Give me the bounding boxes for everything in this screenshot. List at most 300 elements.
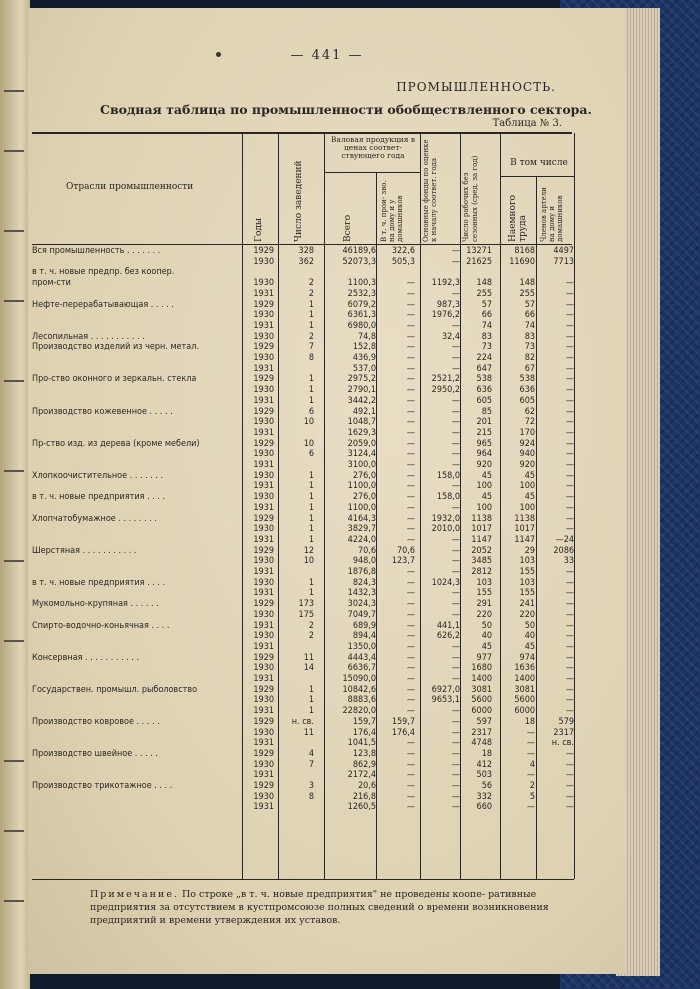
row-home-output: — xyxy=(406,288,415,299)
row-label: Производство трикотажное . . . . xyxy=(32,781,173,791)
row-fixed-funds: — xyxy=(451,748,460,759)
book-page xyxy=(28,8,626,974)
row-workers: 13271 xyxy=(466,246,492,256)
row-workers: 83 xyxy=(481,331,492,342)
row-label: Хлопчатобумажное . . . . . . . . xyxy=(32,513,157,524)
table-row xyxy=(28,770,626,781)
row-home-output: — xyxy=(406,652,415,663)
row-total-output: 4164,3 xyxy=(347,513,376,524)
row-workers: 332 xyxy=(476,791,492,802)
row-label: Консервная . . . . . . . . . . . xyxy=(32,652,140,663)
row-hired: 924 xyxy=(519,438,535,449)
row-workers: 291 xyxy=(476,599,492,610)
row-total-output: 2975,2 xyxy=(347,374,376,385)
row-home-output: — xyxy=(406,481,415,492)
header-fixed-funds: Основные фонды по оценке к началу соответ. года xyxy=(422,139,438,242)
row-fixed-funds: — xyxy=(451,770,460,781)
row-label: Нефте-перерабатывающая . . . . . xyxy=(32,299,174,310)
row-hired: 29 xyxy=(524,545,535,556)
row-members: — xyxy=(565,299,574,310)
row-year: 1930 xyxy=(253,727,274,738)
row-workers: 148 xyxy=(476,278,492,289)
row-total-output: 1629,3 xyxy=(347,427,376,438)
row-hired: 940 xyxy=(519,449,535,460)
row-hired: 6000 xyxy=(514,706,535,717)
row-establishments: 173 xyxy=(298,599,314,610)
row-fixed-funds: — xyxy=(451,406,460,417)
row-total-output: 70,6 xyxy=(357,545,376,556)
row-members: — xyxy=(565,460,574,470)
row-fixed-funds: — xyxy=(451,460,460,470)
row-hired: 1147 xyxy=(514,534,535,545)
row-fixed-funds: — xyxy=(451,674,460,684)
row-year: 1931 xyxy=(253,320,274,331)
row-workers: 1147 xyxy=(471,534,492,545)
row-members: — xyxy=(565,417,574,428)
table-row xyxy=(28,642,626,653)
row-year: 1931 xyxy=(253,427,274,438)
table-row xyxy=(28,460,626,471)
row-home-output: — xyxy=(406,791,415,802)
row-establishments: 1 xyxy=(308,395,314,406)
table-row xyxy=(28,685,626,696)
table-row xyxy=(28,717,626,728)
row-workers: 224 xyxy=(476,353,492,363)
row-total-output: 10842,6 xyxy=(342,684,376,695)
row-total-output: 22820,0 xyxy=(342,706,376,717)
row-home-output: — xyxy=(406,759,415,770)
table-title: Сводная таблица по промышленности обобществленного сектора. xyxy=(100,102,592,117)
row-year: 1929 xyxy=(253,374,274,385)
row-year: 1930 xyxy=(253,556,274,567)
table-row xyxy=(28,653,626,664)
table-row xyxy=(28,621,626,632)
row-workers: 2812 xyxy=(471,567,492,577)
row-fixed-funds: — xyxy=(451,320,460,331)
row-year: 1929 xyxy=(253,299,274,310)
row-establishments: 1 xyxy=(308,513,314,524)
row-members: — xyxy=(565,363,574,374)
row-establishments: 2 xyxy=(308,278,314,289)
row-fixed-funds: 1976,2 xyxy=(431,310,460,321)
row-hired: 920 xyxy=(519,460,535,470)
row-fixed-funds: — xyxy=(451,502,460,513)
row-fixed-funds: 9653,1 xyxy=(431,695,460,706)
row-fixed-funds: — xyxy=(451,395,460,406)
footnote-keyword: Примечание. xyxy=(90,889,179,900)
section-title: ПРОМЫШЛЕННОСТЬ. xyxy=(396,80,556,94)
row-label: Вся промышленность . . . . . . . xyxy=(32,246,161,256)
row-establishments: 2 xyxy=(308,631,314,642)
table-row xyxy=(28,417,626,428)
row-hired: 72 xyxy=(524,417,535,428)
row-fixed-funds: — xyxy=(451,246,460,256)
table-row xyxy=(28,610,626,621)
row-year: 1930 xyxy=(253,256,274,267)
row-home-output: 322,6 xyxy=(391,246,415,256)
row-home-output: — xyxy=(406,278,415,289)
row-total-output: 3124,4 xyxy=(347,449,376,460)
table-row xyxy=(28,428,626,439)
row-members: — xyxy=(565,395,574,406)
row-hired: — xyxy=(526,738,535,749)
row-workers: 4748 xyxy=(471,738,492,749)
row-workers: 85 xyxy=(481,406,492,417)
row-hired: 103 xyxy=(519,556,535,567)
row-hired: 62 xyxy=(524,406,535,417)
header-rule xyxy=(32,244,572,245)
row-year: 1930 xyxy=(253,331,274,342)
row-members: 2317 xyxy=(553,727,574,738)
row-members: — xyxy=(565,599,574,610)
output-group-rule xyxy=(324,172,420,173)
row-home-output: — xyxy=(406,406,415,417)
row-workers: 201 xyxy=(476,417,492,428)
row-fixed-funds: — xyxy=(451,781,460,791)
row-fixed-funds: 158,0 xyxy=(436,492,460,503)
row-year: 1929 xyxy=(253,748,274,759)
row-home-output: — xyxy=(406,299,415,310)
row-establishments: 1 xyxy=(308,524,314,535)
row-workers: 21625 xyxy=(466,256,492,267)
row-year: 1930 xyxy=(253,663,274,674)
row-total-output: 1876,8 xyxy=(347,567,376,577)
row-hired: 57 xyxy=(524,299,535,310)
row-year: 1930 xyxy=(253,577,274,588)
row-members: — xyxy=(565,588,574,599)
row-members: —24 xyxy=(555,534,574,545)
row-hired: 100 xyxy=(519,481,535,492)
row-workers: 3081 xyxy=(471,684,492,695)
row-workers: 50 xyxy=(481,620,492,631)
row-hired: 2 xyxy=(529,781,535,791)
row-workers: 74 xyxy=(481,320,492,331)
row-members: — xyxy=(565,748,574,759)
row-hired: 1636 xyxy=(514,663,535,674)
table-row xyxy=(28,567,626,578)
row-hired: 538 xyxy=(519,374,535,385)
row-label: в т. ч. новые предпр. без коопер. xyxy=(32,267,175,278)
table-row xyxy=(28,300,626,311)
row-total-output: 6079,2 xyxy=(347,299,376,310)
row-year: 1931 xyxy=(253,674,274,684)
row-workers: 155 xyxy=(476,588,492,599)
row-year: 1931 xyxy=(253,502,274,513)
row-members: — xyxy=(565,513,574,524)
row-hired: 220 xyxy=(519,609,535,620)
row-year: 1930 xyxy=(253,492,274,503)
row-label: Производство швейное . . . . . xyxy=(32,748,158,759)
row-total-output: 20,6 xyxy=(357,781,376,791)
row-members: — xyxy=(565,770,574,781)
row-workers: 965 xyxy=(476,438,492,449)
row-members: — xyxy=(565,449,574,460)
row-members: — xyxy=(565,620,574,631)
row-label: Лесопильная . . . . . . . . . . . xyxy=(32,331,145,342)
row-workers: 73 xyxy=(481,342,492,353)
row-establishments: 7 xyxy=(308,342,314,353)
row-workers: 1400 xyxy=(471,674,492,684)
row-establishments: 8 xyxy=(308,353,314,363)
row-establishments: 10 xyxy=(303,438,314,449)
row-hired: 50 xyxy=(524,620,535,631)
row-members: — xyxy=(565,502,574,513)
table-row xyxy=(28,760,626,771)
row-workers: 45 xyxy=(481,641,492,652)
table-row xyxy=(28,332,626,343)
row-year: 1930 xyxy=(253,310,274,321)
row-fixed-funds: — xyxy=(451,438,460,449)
row-total-output: 824,3 xyxy=(352,577,376,588)
row-home-output: — xyxy=(406,674,415,684)
table-row xyxy=(28,396,626,407)
row-establishments: 4 xyxy=(308,748,314,759)
row-members: — xyxy=(565,674,574,684)
row-total-output: 1432,3 xyxy=(347,588,376,599)
row-home-output: — xyxy=(406,492,415,503)
header-per-worker: В т. ч. прои- зво. на дому и у домашников xyxy=(380,180,404,242)
row-establishments: 11 xyxy=(303,727,314,738)
row-establishments: 1 xyxy=(308,695,314,706)
row-total-output: 537,0 xyxy=(352,363,376,374)
row-workers: 45 xyxy=(481,470,492,481)
row-year: 1930 xyxy=(253,631,274,642)
row-home-output: 159,7 xyxy=(391,716,415,727)
row-home-output: 70,6 xyxy=(396,545,415,556)
row-members: — xyxy=(565,288,574,299)
row-workers: 6000 xyxy=(471,706,492,717)
row-fixed-funds: 626,2 xyxy=(436,631,460,642)
row-members: — xyxy=(565,802,574,813)
row-year: 1930 xyxy=(253,609,274,620)
row-fixed-funds: — xyxy=(451,427,460,438)
row-home-output: — xyxy=(406,695,415,706)
row-members: — xyxy=(565,278,574,289)
table-row xyxy=(28,310,626,321)
row-fixed-funds: 1932,0 xyxy=(431,513,460,524)
row-workers: 412 xyxy=(476,759,492,770)
row-fixed-funds: 2010,0 xyxy=(431,524,460,535)
row-workers: 977 xyxy=(476,652,492,663)
row-total-output: 2172,4 xyxy=(347,770,376,781)
row-hired: 241 xyxy=(519,599,535,610)
row-year: 1930 xyxy=(253,695,274,706)
row-year: 1929 xyxy=(253,781,274,791)
row-fixed-funds: — xyxy=(451,791,460,802)
row-workers: 66 xyxy=(481,310,492,321)
row-hired: 605 xyxy=(519,395,535,406)
row-workers: 597 xyxy=(476,716,492,727)
table-row xyxy=(28,289,626,300)
row-total-output: 4443,4 xyxy=(347,652,376,663)
row-workers: 40 xyxy=(481,631,492,642)
table-row xyxy=(28,781,626,792)
row-hired: 73 xyxy=(524,342,535,353)
row-home-output: — xyxy=(406,449,415,460)
row-total-output: 2532,3 xyxy=(347,288,376,299)
row-total-output: 6361,3 xyxy=(347,310,376,321)
row-establishments: 10 xyxy=(303,417,314,428)
table-row xyxy=(28,706,626,717)
table-row xyxy=(28,407,626,418)
row-workers: 100 xyxy=(476,502,492,513)
row-home-output: — xyxy=(406,385,415,396)
row-workers: 255 xyxy=(476,288,492,299)
row-hired: 4 xyxy=(529,759,535,770)
table-row xyxy=(28,481,626,492)
page-number: — 441 — xyxy=(290,48,364,63)
row-total-output: 52073,3 xyxy=(342,256,376,267)
row-total-output: 6980,0 xyxy=(347,320,376,331)
row-establishments: 14 xyxy=(303,663,314,674)
row-workers: 2052 xyxy=(471,545,492,556)
table-row xyxy=(28,802,626,813)
row-fixed-funds: — xyxy=(451,256,460,267)
row-establishments: 1 xyxy=(308,310,314,321)
row-members: — xyxy=(565,759,574,770)
row-establishments: 1 xyxy=(308,470,314,481)
row-label: Мукомольно-крупяная . . . . . . xyxy=(32,599,159,610)
row-fixed-funds: — xyxy=(451,449,460,460)
row-home-output: — xyxy=(406,706,415,717)
row-establishments: 1 xyxy=(308,577,314,588)
row-workers: 57 xyxy=(481,299,492,310)
row-hired: 45 xyxy=(524,641,535,652)
row-workers: 1017 xyxy=(471,524,492,535)
row-hired: 1138 xyxy=(514,513,535,524)
table-row xyxy=(28,374,626,385)
row-fixed-funds: — xyxy=(451,588,460,599)
row-members: — xyxy=(565,577,574,588)
row-establishments: 1 xyxy=(308,502,314,513)
bottom-rule xyxy=(32,879,574,880)
row-year: 1929 xyxy=(253,406,274,417)
row-total-output: 1100,0 xyxy=(347,481,376,492)
row-fixed-funds: 987,3 xyxy=(436,299,460,310)
row-total-output: 2790,1 xyxy=(347,385,376,396)
row-members: — xyxy=(565,663,574,674)
row-home-output: — xyxy=(406,748,415,759)
incl-group-rule xyxy=(500,176,574,177)
row-members: — xyxy=(565,652,574,663)
row-fixed-funds: 441,1 xyxy=(436,620,460,631)
row-establishments: 1 xyxy=(308,299,314,310)
row-year: 1931 xyxy=(253,620,274,631)
row-fixed-funds: — xyxy=(451,417,460,428)
row-workers: 636 xyxy=(476,385,492,396)
row-home-output: 123,7 xyxy=(391,556,415,567)
table-row xyxy=(28,364,626,375)
row-establishments: 2 xyxy=(308,288,314,299)
row-home-output: — xyxy=(406,374,415,385)
row-workers: 56 xyxy=(481,781,492,791)
row-label: пром-сти xyxy=(32,278,71,289)
row-hired: — xyxy=(526,770,535,781)
row-hired: 45 xyxy=(524,492,535,503)
row-home-output: — xyxy=(406,577,415,588)
row-fixed-funds: — xyxy=(451,288,460,299)
row-home-output: — xyxy=(406,395,415,406)
row-home-output: — xyxy=(406,417,415,428)
row-year: 1930 xyxy=(253,524,274,535)
row-home-output: — xyxy=(406,534,415,545)
row-total-output: 1260,5 xyxy=(347,802,376,813)
row-establishments: 7 xyxy=(308,759,314,770)
row-total-output: 492,1 xyxy=(352,406,376,417)
table-row xyxy=(28,556,626,567)
table-row xyxy=(28,535,626,546)
top-rule xyxy=(32,132,572,134)
table-row xyxy=(28,695,626,706)
row-home-output: — xyxy=(406,802,415,813)
row-label: в т. ч. новые предприятия . . . . xyxy=(32,492,166,503)
table-row xyxy=(28,674,626,685)
left-page-edge xyxy=(0,0,30,989)
row-total-output: 74,8 xyxy=(357,331,376,342)
row-year: 1931 xyxy=(253,363,274,374)
row-members: — xyxy=(565,320,574,331)
row-establishments: 2 xyxy=(308,620,314,631)
row-home-output: — xyxy=(406,588,415,599)
row-members: — xyxy=(565,353,574,363)
row-year: 1930 xyxy=(253,417,274,428)
row-home-output: — xyxy=(406,609,415,620)
row-members: — xyxy=(565,374,574,385)
row-total-output: 3442,2 xyxy=(347,395,376,406)
row-year: 1929 xyxy=(253,246,274,256)
row-fixed-funds: — xyxy=(451,738,460,749)
row-label: Шерстяная . . . . . . . . . . . xyxy=(32,545,137,556)
table-row xyxy=(28,738,626,749)
row-members: — xyxy=(565,492,574,503)
row-year: 1931 xyxy=(253,395,274,406)
header-members: Членов артели на дому и домашников xyxy=(540,187,564,242)
row-year: 1930 xyxy=(253,385,274,396)
row-hired: 11690 xyxy=(509,256,535,267)
table-row xyxy=(28,267,626,278)
row-establishments: 12 xyxy=(303,545,314,556)
row-workers: 3485 xyxy=(471,556,492,567)
row-hired: — xyxy=(526,727,535,738)
row-home-output: — xyxy=(406,310,415,321)
row-workers: 220 xyxy=(476,609,492,620)
row-fixed-funds: 1192,3 xyxy=(431,278,460,289)
row-workers: 538 xyxy=(476,374,492,385)
row-members: — xyxy=(565,641,574,652)
table-row xyxy=(28,524,626,535)
row-fixed-funds: — xyxy=(451,353,460,363)
row-home-output: — xyxy=(406,770,415,781)
row-fixed-funds: — xyxy=(451,706,460,717)
row-workers: 18 xyxy=(481,748,492,759)
row-home-output: 176,4 xyxy=(391,727,415,738)
row-fixed-funds: — xyxy=(451,716,460,727)
row-home-output: — xyxy=(406,663,415,674)
row-establishments: 6 xyxy=(308,449,314,460)
row-members: 4497 xyxy=(553,246,574,256)
table-row xyxy=(28,385,626,396)
table-row xyxy=(28,749,626,760)
row-home-output: 505,3 xyxy=(391,256,415,267)
row-home-output: — xyxy=(406,470,415,481)
row-year: 1931 xyxy=(253,641,274,652)
table-row xyxy=(28,492,626,503)
table-row xyxy=(28,663,626,674)
row-members: — xyxy=(565,684,574,695)
row-fixed-funds: 2950,2 xyxy=(431,385,460,396)
row-home-output: — xyxy=(406,684,415,695)
row-establishments: 11 xyxy=(303,652,314,663)
